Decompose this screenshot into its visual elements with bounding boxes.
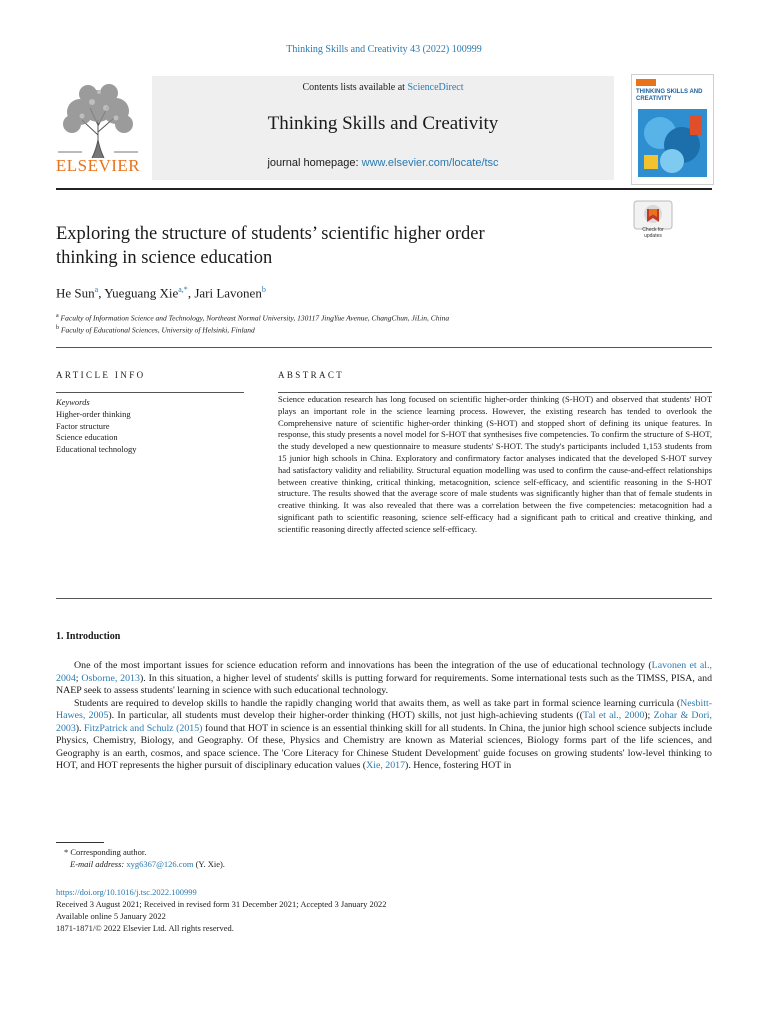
affiliation-b: $^b$ Faculty of Educational Sciences, University of Helsinki, Finland — [56, 325, 255, 335]
author-affiliation-mark[interactable]: a — [94, 285, 99, 294]
available-online: Available online 5 January 2022 — [56, 911, 166, 921]
author-affiliation-mark[interactable]: b — [261, 285, 266, 294]
tree-icon — [52, 80, 144, 158]
check-updates-label: Check for updates — [642, 227, 664, 239]
section-heading-introduction: 1. Introduction — [56, 631, 121, 642]
article-title-line-1: Exploring the structure of students’ scientific higher order — [56, 224, 485, 244]
author-list: He Sun$^a$, Yueguang Xie$^{a,*}$, Jari Lavonen$^b$ — [56, 285, 266, 301]
citation-link[interactable]: Zohar & Dori, 2003 — [56, 710, 712, 734]
doi-link[interactable]: https://doi.org/10.1016/j.tsc.2022.100999 — [56, 887, 197, 897]
article-info-rule — [56, 392, 244, 393]
elsevier-logo — [52, 80, 144, 176]
received-dates: Received 3 August 2021; Received in revised form 31 December 2021; Accepted 3 January 2022 — [56, 899, 387, 909]
citation-link[interactable]: Nesbitt-Hawes, 2005 — [56, 697, 712, 721]
contents-prefix: Contents lists available at — [302, 82, 405, 93]
check-for-updates-badge[interactable] — [633, 200, 673, 240]
paragraph-text: ); — [644, 710, 654, 721]
introduction-body — [56, 660, 712, 773]
keywords-list — [56, 397, 137, 456]
abstract-bottom-rule — [56, 598, 712, 599]
author-name: He Sun — [56, 285, 95, 301]
paragraph-text: Students are required to develop skills to handle the rapidly changing world that awaits them, as well as take part in formal science learning curricula ( — [74, 697, 681, 709]
email-label: E-mail address: — [70, 859, 125, 869]
paragraph-text: ). — [75, 722, 85, 734]
paragraph-text: ). In this situation, a higher level of students' skills is putting forward for requirements. Some international tests such as the TIMSS, PISA, and NAEP seek to assess students' learning in science with such educational technology. — [56, 672, 713, 696]
journal-title: Thinking Skills and Creativity — [267, 113, 499, 134]
abstract-heading: ABSTRACT — [278, 370, 345, 380]
author-name: Yueguang Xie — [104, 285, 179, 301]
paragraph-text: found that HOT in science is an essential thinking skill for all students. In China, the junior high school science subjects include Physics, Chemistry, Biology, and Geography. Of these, Physics and Chemistry are known as Material sciences, Biology forms part of the life sciences, and Geography is an earth, cosmos, and space science. The 'Core Literacy for Chinese Student Development' guide focuses on growing students' low-level thinking to HOT, and HOT represents the higher pursuit of disciplinary education values ( — [56, 722, 713, 771]
section-rule — [56, 347, 712, 348]
sciencedirect-link[interactable]: ScienceDirect — [407, 82, 464, 93]
article-info-heading: ARTICLE INFO — [56, 370, 146, 380]
corresponding-author-note: * Corresponding author. — [64, 847, 147, 857]
keywords-label: Keywords — [56, 397, 90, 407]
citation-link[interactable]: Lavonen et al., 2004 — [56, 660, 712, 684]
abstract-text: Science education research has long focused on scientific higher-order thinking (S-HOT) and observed that students' HOT plays an important role in the science learning process. However, the existing research has tended to overlook the Comprehensive nature of scientific higher-order thinking (S-HOT) and stopped short of defining its unique features. In response, this study presents a novel model for S-HOT that synthesises five competencies. To confirm the structure of S-HOT, the study developed a new questionnaire to measure students' S-HOT. The study's participants included 1,153 students from 15 junior high schools in China. Exploratory and confirmatory factor analyses indicated that the developed S-HOT survey had satisfactory validity and reliability. Structural equation modelling was used to confirm the cause-and-effect relationships between creative thinking, critical thinking, metacognition, science self-efficacy, and scientific reasoning in the S-HOT structure. The results showed that the average score of male students was significantly higher than that of female students in creative thinking. It was also revealed that there was a correlation between the five competencies: metacognition had a significant path to scientific reasoning, science self-efficacy had a significant path to critical and creative thinking, and scientific reasoning directly affected science self-efficacy. — [278, 394, 713, 534]
keyword-item: Science education — [56, 432, 118, 443]
citation-link[interactable]: FitzPatrick and Schulz (2015) — [84, 722, 203, 734]
header-rule — [56, 188, 712, 190]
keyword-item: Educational technology — [56, 444, 137, 455]
citation-link[interactable]: Osborne, 2013 — [81, 672, 140, 684]
paragraph-text: ). In particular, all students must develop their higher-order thinking (HOT) skills, not just high-achieving students (( — [108, 710, 583, 721]
article-title-line-2: thinking in science education — [56, 248, 273, 268]
keyword-item: Higher-order thinking — [56, 408, 131, 419]
article-title — [56, 222, 616, 270]
publisher-name: ELSEVIER — [55, 156, 141, 175]
keyword-item: Factor structure — [56, 420, 110, 431]
email-link[interactable]: xyg6367@126.com — [126, 859, 194, 869]
citation-link[interactable]: Tal et al., 2000 — [582, 710, 645, 721]
author-name: Jari Lavonen — [194, 285, 262, 301]
paragraph — [56, 660, 712, 698]
issn-copyright: 1871-1871/© 2022 Elsevier Ltd. All rights reserved. — [56, 923, 234, 933]
abstract-rule — [278, 392, 712, 393]
homepage-link[interactable]: www.elsevier.com/locate/tsc — [361, 157, 499, 169]
cover-art-icon — [632, 105, 713, 181]
article-history — [56, 886, 386, 934]
journal-cover[interactable] — [631, 74, 714, 185]
paragraph — [56, 698, 712, 773]
contents-line — [152, 82, 614, 93]
paragraph-text: ). Hence, fostering HOT in — [405, 760, 512, 771]
email-suffix: (Y. Xie). — [195, 859, 225, 869]
journal-reference[interactable]: Thinking Skills and Creativity 43 (2022) 100999 — [286, 44, 482, 55]
homepage-line — [152, 157, 614, 169]
paragraph-text: ; — [75, 672, 82, 684]
check-updates-icon — [633, 200, 673, 230]
citation-link[interactable]: Xie, 2017 — [366, 760, 406, 771]
author-affiliation-mark[interactable]: a,* — [178, 285, 188, 294]
footnote-rule — [56, 842, 104, 843]
email-note — [70, 859, 225, 869]
homepage-prefix: journal homepage: — [267, 157, 359, 169]
paragraph-text: One of the most important issues for science education reform and innovations has been the integration of the use of educational technology ( — [74, 660, 652, 671]
affiliation-a: $^a$ Faculty of Information Science and Technology, Northeast Normal University, 130117 JingYue Avenue, ChangChun, JiLin, China — [56, 313, 450, 323]
cover-title: THINKING SKILLS AND CREATIVITY — [636, 89, 703, 102]
